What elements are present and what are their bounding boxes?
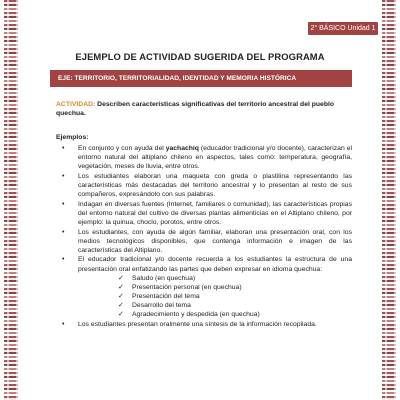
bullet-icon: • [62,200,65,208]
checkmark-icon: ✓ [118,283,124,291]
checklist-item-text: Agradecimiento y despedida (en quechua) [132,310,260,318]
checkmark-icon: ✓ [118,310,124,318]
list-item-text: Indagan en diversas fuentes (Internet, familiares o comunidad), las características propias del entorno natural del cultivo de diversas plantas alimenticias en el Altiplano chileno, por ejemplo: la quinua, choclo, porotos, entre otros. [78,200,352,227]
list-item-text: (educador tradicional y/o docente), caracterizan el entorno natural del altiplano chileno en aspectos, tales como: temperatura, geografía, vegetación, meses de lluvia, entre otros. [78,145,352,171]
examples-label: Ejemplos: [56,134,89,142]
list-item-text: El educador tradicional y/o docente recuerda a los estudiantes la estructura de una presentación oral enfatizando las partes que deben expresar en idioma quechua: [78,256,352,273]
list-item [56,228,352,255]
list-item [56,200,352,227]
checklist-item [118,310,352,319]
checklist-item-text: Presentación del tema [132,292,200,300]
activity-text: Describen características significativas del territorio ancestral del pueblo quechua. [56,101,335,118]
checklist-item-text: Presentación personal (en quechua) [132,283,242,291]
eje-banner: EJE: TERRITORIO, TERRITORIALIDAD, IDENTIDAD Y MEMORIA HISTÓRICA [50,70,352,87]
bullet-icon: • [62,320,65,328]
list-item [56,172,352,199]
presentation-parts-checklist [118,274,352,319]
list-item-term: yachachiq [165,145,199,153]
checklist-item [118,283,352,292]
activity-heading [56,100,352,118]
checklist-item [118,274,352,283]
checkmark-icon: ✓ [118,301,124,309]
checklist-item [118,292,352,301]
page-title: EJEMPLO DE ACTIVIDAD SUGERIDA DEL PROGRAMA [75,51,325,62]
unit-badge: 2° BÁSICO Unidad 1 [308,22,378,35]
bullet-icon: • [62,145,65,153]
examples-list [56,144,352,328]
bullet-icon: • [62,256,65,264]
checklist-item-text: Saludo (en quechua) [132,274,196,282]
bullet-icon: • [62,228,65,236]
list-item [56,144,352,171]
activity-label: ACTIVIDAD: [56,101,96,108]
checkmark-icon: ✓ [118,274,124,282]
list-item-text: Los estudiantes, con ayuda de algún familiar, elaboran una presentación oral, con los medios tecnológicos disponibles, que contenga información e imagen de las características del Altiplano. [78,228,352,254]
list-item [56,320,352,329]
list-item [56,255,352,319]
document-body [56,100,352,329]
list-item-text: Los estudiantes presentan oralmente una síntesis de la información recopilada. [78,320,317,328]
checklist-item [118,301,352,310]
checkmark-icon: ✓ [118,292,124,300]
bullet-icon: • [62,173,65,181]
list-item-text: En conjunto y con ayuda del [78,145,166,153]
checklist-item-text: Desarrollo del tema [132,301,191,309]
list-item-text: Los estudiantes elaboran una maqueta con greda o plastilina representando las características más destacadas del territorio ancestral y lo presentan al resto de sus compañeros, expresándolo con sus palabras. [78,173,352,199]
